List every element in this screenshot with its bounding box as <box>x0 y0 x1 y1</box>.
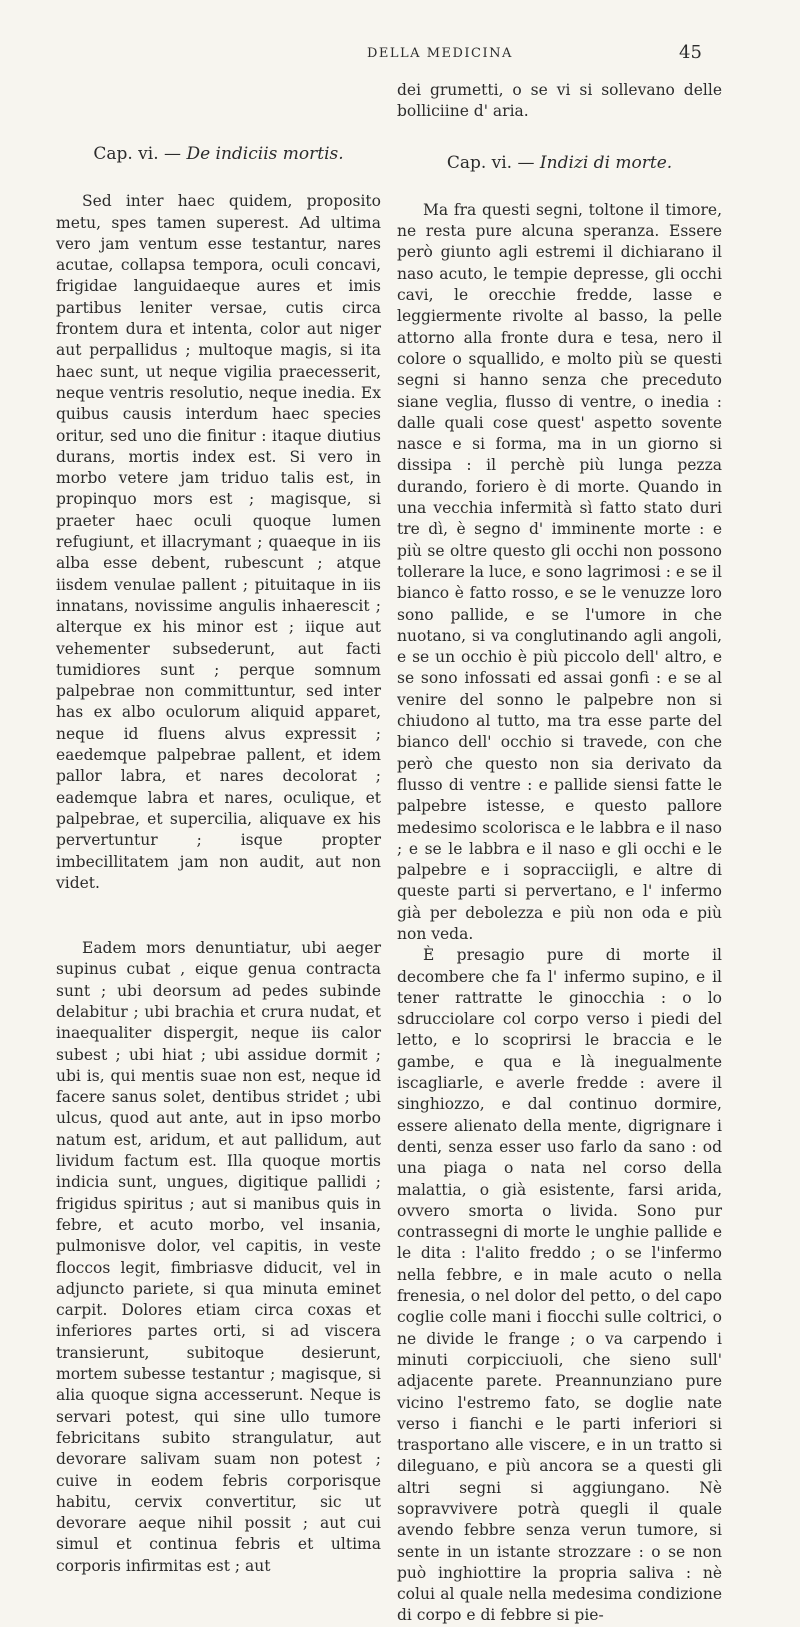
page-header <box>0 42 800 66</box>
italian-chapter-heading <box>397 153 722 174</box>
italian-paragraph-1: Ma fra questi segni, toltone il timore, ne resta pure alcuna speranza. Essere però giunto agli estremi il dichiarano il naso acuto, le tempie depresse, gli occhi cavi, le orecchie fredde, lasse e leggiermente rivolte al basso, la pelle attorno alla fronte dura e tesa, nero il colore o squallido, e molto più se questi segni si hanno senza che preceduto siane veglia, flusso di ventre, o inedia : dalle quali cose quest' aspetto sovente nasce e si forma, ma in un giorno si dissipa : il perchè più lunga pezza durando, foriero è di morte. Quando in una vecchia infermità sì fatto stato duri tre dì, è segno d' imminente morte : e più se oltre questo gli occhi non possono tollerare la luce, e sono lagrimosi : e se il bianco è fatto rosso, e se le venuzze loro sono pallide, e se l'umore in che nuotano, si va conglutinando agli angoli, e se un occhio è più piccolo dell' altro, e se sono infossati ed assai gonfi : e se al venire del sonno le palpebre non si chiudono al tutto, ma tra esse parte del bianco dell' occhio si travede, con che però che questo non sia derivato da flusso di ventre : e pallide siensi fatte le palpebre istesse, e questo pallore medesimo scolorisca e le labbra e il naso ; e se le labbra e il naso e gli occhi e le palpebre e i sopracciigli, e altre di queste parti si pervertano, e l' infermo già per debolezza e più non oda e più non veda. <box>397 200 722 943</box>
running-head: DELLA MEDICINA <box>367 46 513 61</box>
latin-chapter-title: De indiciis mortis. <box>186 144 344 164</box>
page-number: 45 <box>679 42 702 63</box>
latin-paragraph-2: Eadem mors denuntiatur, ubi aeger supinus cubat , eique genua contracta sunt ; ubi deorsum ad pedes subinde delabitur ; ubi brachia et crura nudat, et inaequaliter dispergit, neque iis calor subest ; ubi hiat ; ubi assidue dormit ; ubi is, qui mentis suae non est, neque id facere sanus solet, dentibus stridet ; ubi ulcus, quod aut ante, aut in ipso morbo natum est, aridum, et aut pallidum, aut lividum factum est. Illa quoque mortis indicia sunt, ungues, digitique pallidi ; frigidus spiritus ; aut si manibus quis in febre, et acuto morbo, vel insania, pulmonisve dolor, vel capitis, in veste floccos legit, fimbriasve diducit, vel in adjuncto pariete, si qua minuta eminet carpit. Dolores etiam circa coxas et inferiores partes orti, si ad viscera transierunt, subitoque desierunt, mortem subesse testantur ; magisque, si alia quoque signa accesserunt. Neque is servari potest, qui sine ullo tumore febricitans subito strangulatur, aut devorare salivam suam non potest ; cuive in eodem febris corporisque habitu, cervix convertitur, sic ut devorare aeque nihil possit ; aut cui simul et continua febris et ultima corporis infirmitas est ; aut <box>56 939 381 1575</box>
italian-column <box>397 80 722 1627</box>
latin-paragraph-1: Sed inter haec quidem, proposito metu, spes tamen superest. Ad ultima vero jam ventum esse testantur, nares acutae, collapsa tempora, oculi concavi, frigidae languidaeque aures et imis partibus leniter versae, cutis circa frontem dura et intenta, color aut niger aut perpallidus ; multoque magis, si ita haec sunt, ut neque vigilia praecesserit, neque ventris resolutio, neque inedia. Ex quibus causis interdum haec species oritur, sed uno die finitur : itaque diutius durans, mortis index est. Si vero in morbo vetere jam triduo talis est, in propinquo mors est ; magisque, si praeter haec oculi quoque lumen refugiunt, et illacrymant ; quaeque in iis alba esse debent, rubescunt ; atque iisdem venulae pallent ; pituitaque in iis innatans, novissime angulis inhaerescit ; alterque ex his minor est ; iique aut vehementer subsederunt, aut facti tumidiores sunt ; perque somnum palpebrae non committuntur, sed inter has ex albo oculorum aliquid apparet, neque id fluens alvus expressit ; eaedemque palpebrae pallent, et idem pallor labra, et nares decolorat ; eademque labra et nares, oculique, et palpebrae, et supercilia, aliquave ex his pervertuntur ; isque propter imbecillitatem jam non audit, aut non videt. <box>56 192 381 892</box>
latin-column <box>56 144 381 1577</box>
italian-paragraph-2: È presagio pure di morte il decombere che fa l' infermo supino, e il tener rattratte le ginocchia : o lo sdrucciolare col corpo verso i piedi del letto, e lo scoprirsi le braccia e le gambe, e qua e là inegualmente iscagliarle, e averle fredde : avere il singhiozzo, e dal continuo dormire, essere alienato della mente, digrignare i denti, senza esser uso farlo da sano : od una piaga o nata nel corso della malattia, o già esistente, farsi arida, ovvero smorta o livida. Sono pur contrassegni di morte le unghie pallide e le dita : l'alito freddo ; o se l'infermo nella febbre, e in male acuto o nella frenesia, o nel dolor del petto, o del capo coglie colle mani i fiocchi sulle coltrici, o ne divide le frange ; o va carpendo i minuti corpicciuoli, che sieno sull' adjacente parete. Preannunziano pure vicino l'estremo fato, se doglie nate verso i fianchi e le parti inferiori si trasportano alle viscere, e in un tratto si dileguano, e più ancora se a questi gli altri segni si aggiunganо. Nè sopravvivere potrà quegli il quale avendo febbre senza verun tumore, si sente in un istante strozzare : o se non può inghiottire la propria saliva : nè colui al quale nella medesima condizione di corpo e di febbre si pie- <box>397 946 722 1625</box>
latin-chapter-heading <box>56 144 381 165</box>
italian-chapter-number: Cap. vi. — <box>446 152 535 173</box>
italian-continuation: dei grumetti, o se vi si sollevano delle bolliciine d' aria. <box>397 81 722 121</box>
italian-chapter-title: Indizi di morte. <box>539 152 673 173</box>
latin-chapter-number: Cap. vi. — <box>93 144 182 164</box>
